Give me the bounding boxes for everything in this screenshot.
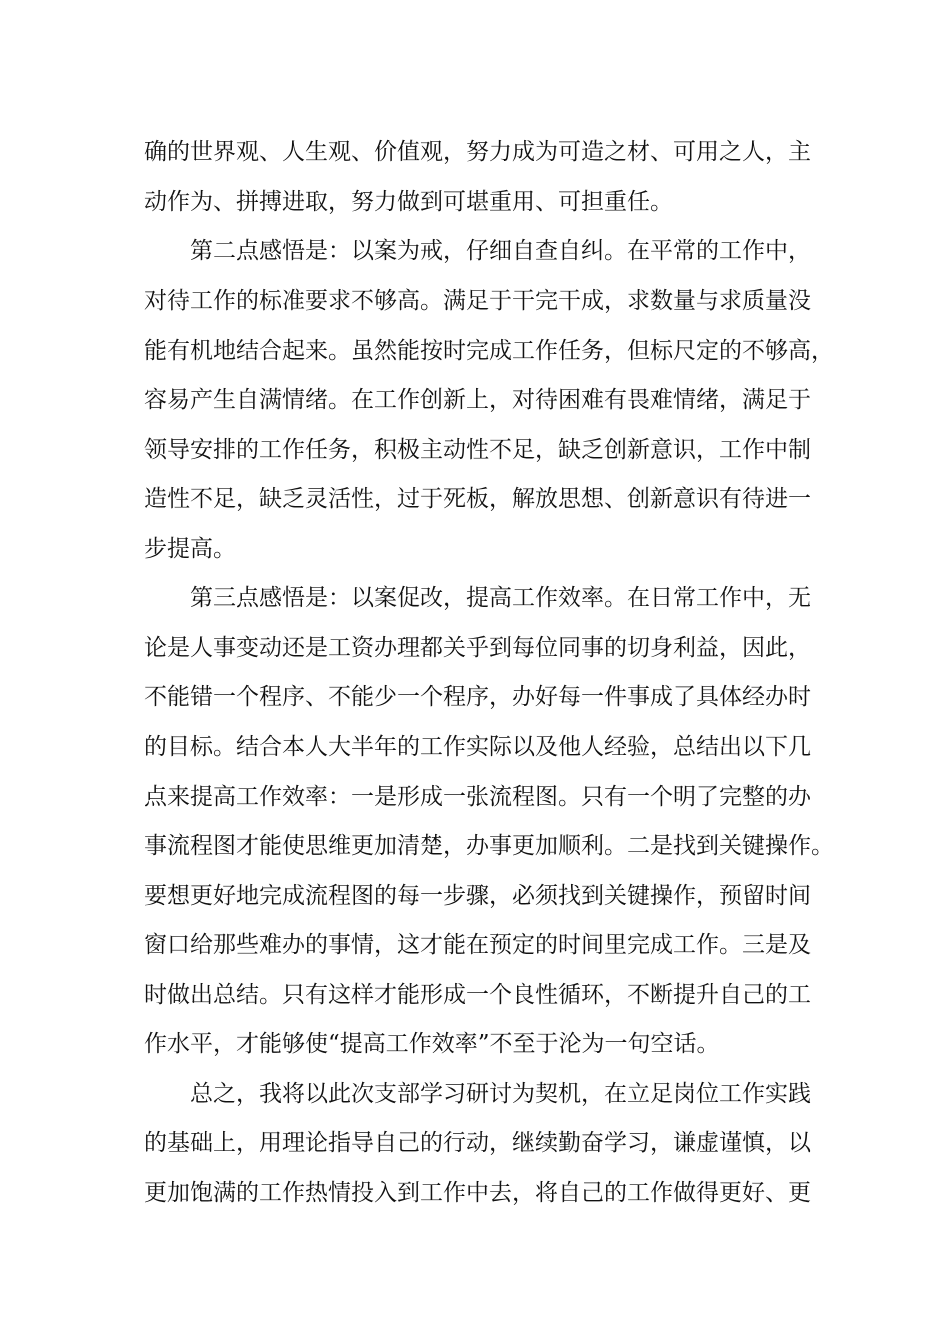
text-line: 对待工作的标准要求不够高。满足于干完干成，求数量与求质量没 — [144, 288, 811, 314]
text-line: 的基础上，用理论指导自己的行动，继续勤奋学习，谦虚谨慎，以 — [144, 1130, 811, 1156]
paragraph-start-line: 第二点感悟是：以案为戒，仔细自查自纠。在平常的工作中， — [190, 238, 811, 264]
text-line: 点来提高工作效率：一是形成一张流程图。只有一个明了完整的办 — [144, 784, 811, 810]
text-line: 步提高。 — [144, 536, 236, 562]
text-line: 作水平，才能够使“提高工作效率”不至于沦为一句空话。 — [144, 1031, 720, 1057]
text-line: 造性不足，缺乏灵活性，过于死板，解放思想、创新意识有待进一 — [144, 486, 811, 512]
text-line: 时做出总结。只有这样才能形成一个良性循环，不断提升自己的工 — [144, 982, 811, 1008]
paragraph-start-line: 第三点感悟是：以案促改，提高工作效率。在日常工作中，无 — [190, 585, 811, 611]
text-line: 的目标。结合本人大半年的工作实际以及他人经验，总结出以下几 — [144, 734, 811, 760]
text-line: 不能错一个程序、不能少一个程序，办好每一件事成了具体经办时 — [144, 684, 811, 710]
text-line: 窗口给那些难办的事情，这才能在预定的时间里完成工作。三是及 — [144, 932, 811, 958]
text-line: 动作为、拼搏进取，努力做到可堪重用、可担重任。 — [144, 189, 673, 215]
text-line: 更加饱满的工作热情投入到工作中去，将自己的工作做得更好、更 — [144, 1180, 811, 1206]
text-line: 事流程图才能使思维更加清楚，办事更加顺利。二是找到关键操作。 — [144, 833, 834, 859]
text-line: 论是人事变动还是工资办理都关乎到每位同事的切身利益，因此， — [144, 635, 811, 661]
text-line: 容易产生自满情绪。在工作创新上，对待困难有畏难情绪，满足于 — [144, 387, 811, 413]
text-line: 要想更好地完成流程图的每一步骤，必须找到关键操作，预留时间 — [144, 883, 811, 909]
text-line: 确的世界观、人生观、价值观，努力成为可造之材、可用之人，主 — [144, 139, 811, 165]
text-line: 能有机地结合起来。虽然能按时完成工作任务，但标尺定的不够高， — [144, 338, 834, 364]
paragraph-start-line: 总之，我将以此次支部学习研讨为契机，在立足岗位工作实践 — [190, 1081, 811, 1107]
text-line: 领导安排的工作任务，积极主动性不足，缺乏创新意识，工作中制 — [144, 437, 811, 463]
